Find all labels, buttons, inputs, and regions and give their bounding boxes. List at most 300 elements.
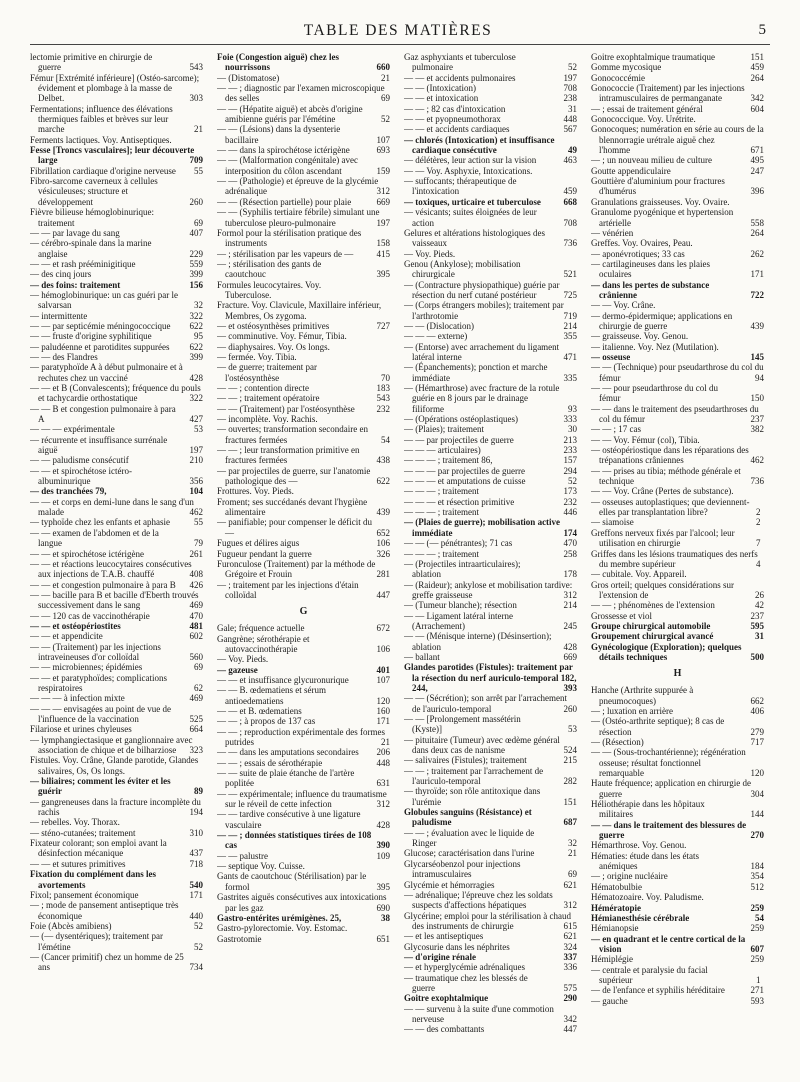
entry-page-number: 53 [194,424,203,435]
index-entry [30,662,203,672]
entry-text: — sténo-cutanées; traitement [30,827,136,838]
entry-page-number: 470 [563,538,577,549]
index-entry [404,197,577,207]
entry-page-number: 399 [189,269,203,280]
entry-text: — — des Flandres [30,351,98,362]
entry-text: Griffes dans les lésions traumatiques des nerfs du membre supérieur [591,548,758,569]
entry-page-number: 32 [568,838,577,849]
entry-page-number: 232 [563,496,577,507]
entry-page-number: 54 [381,434,390,445]
index-entry [217,176,390,197]
entry-text: — — [Prolongement massétérin (Kyste)] [404,714,521,735]
entry-page-number: 312 [563,900,577,911]
entry-text: — (Contracture physiopathique) guérie par résection du nerf cutané postérieur [404,279,560,300]
index-entry [217,634,390,655]
index-entry [591,778,764,799]
entry-text: — — pour pseudarthrose du col du fémur [591,383,718,404]
entry-page-number: 631 [376,778,390,789]
entry-text: Gonococcique. Voy. Urétrite. [591,114,696,125]
entry-text: — — ; reproduction expérimentale des formes putrides [217,726,385,747]
entry-page-number: 21 [381,72,390,83]
entry-page-number: 290 [563,993,577,1004]
entry-text: Gastro-entérites urémigènes. 25, [217,912,342,923]
entry-text: lectomie primitive en chirurgie de guerre [30,52,153,73]
index-entry [404,228,577,249]
entry-page-number: 94 [755,372,764,383]
entry-text: — — — par projectiles de guerre [404,465,525,476]
entry-text: — gangreneuses dans la fracture incomplète du rachis [30,796,201,818]
entry-text: — — (Hépatite aiguë) et abcès d'origine amibienne guéris par l'émétine [217,103,363,125]
running-title: TABLE DES MATIÈRES [303,22,493,39]
index-entry [30,497,203,518]
index-entry [30,549,203,559]
entry-page-number: 158 [376,238,390,249]
entry-text: — — Voy. Crâne (Pertes de substance). [591,486,734,497]
index-entry [591,820,764,841]
index-column [404,52,577,1072]
entry-page-number: 495 [750,155,764,166]
entry-text: — — — externe) [404,331,468,342]
entry-page-number: 55 [194,165,203,176]
entry-page-number: 21 [568,848,577,859]
index-entry [591,114,764,124]
entry-page-number: 652 [376,527,390,538]
entry-text: Fixol; pansement économique [30,889,139,900]
entry-page-number: 446 [563,507,577,518]
entry-page-number: 69 [194,662,203,673]
index-entry [217,342,390,352]
entry-page-number: 693 [376,145,390,156]
entry-text: — paratyphoïde A à début pulmonaire et à rechutes chez un vacciné [30,362,183,383]
entry-text: — — et rash prééminigitique [30,258,136,269]
entry-text: — traumatique chez les blessés de guerre [404,972,528,993]
entry-page-number: 604 [750,103,764,114]
entry-text: Gale; fréquence actuelle [217,623,305,634]
entry-page-number: 279 [750,726,764,737]
index-entry [217,789,390,810]
index-entry [217,197,390,207]
entry-text: — — ; essais de sérothérapie [217,757,323,768]
entry-page-number: 593 [750,995,764,1006]
index-entry [30,362,203,383]
entry-text: — — — et résection primitive [404,496,515,507]
index-entry [217,321,390,331]
entry-page-number: 197 [376,217,390,228]
entry-page-number: 322 [189,393,203,404]
index-entry [30,952,203,973]
entry-text: — — et paratyphoïdes; complications respiratoires [30,672,167,693]
index-entry [404,890,577,911]
entry-text: — ; mode de pansement antiseptique très économique [30,900,179,921]
entry-text: — de guerre; traitement par l'ostéosynthèse [217,362,317,383]
index-entry [30,559,203,580]
index-column [217,52,390,1072]
header-rule [30,44,770,45]
entry-text: Gonocoques; numération en série au cours de la blennorragie urétrale aiguë chez l'homme [591,124,764,156]
entry-text: — — Voy. Crâne. [591,300,656,311]
entry-text: — (Tumeur blanche); résection [404,600,517,611]
index-entry [217,83,390,104]
entry-text: — hémoglobinurique: un cas guéri par le salvarsan [30,289,178,311]
entry-page-number: 664 [189,724,203,735]
entry-text: — ; luxation en arrière [591,705,673,716]
index-entry [30,611,203,621]
entry-page-number: 52 [194,941,203,952]
entry-page-number: 31 [568,103,577,114]
entry-page-number: 52 [381,114,390,125]
index-entry [217,830,390,851]
entry-text: Hémiplégie [591,954,633,965]
index-entry [404,176,577,197]
entry-text: — (Plaies de guerre); mobilisation active immédiate [404,517,561,538]
entry-text: Foie (Congestion aiguë) chez les nourrissons [217,52,339,73]
entry-text: — — (Traitement) par l'ostéosynthèse [217,403,355,414]
entry-page-number: 259 [750,902,764,913]
entry-page-number: 669 [563,651,577,662]
index-entry [30,280,203,290]
entry-text: — et ostéosynthèses primitives [217,320,330,331]
entry-text: Glycosurie dans les néphrites [404,941,510,952]
entry-text: Glycarséobenzol pour injections intramusculaires [404,858,521,880]
index-entry [30,321,203,331]
entry-page-number: 229 [189,248,203,259]
index-entry [591,747,764,778]
entry-text: — centrale et paralysie du facial supérieur [591,964,708,985]
index-entry [217,352,390,362]
index-entry [217,923,390,933]
index-entry [30,921,203,931]
entry-text: Gaz asphyxiants et tuberculose pulmonaire [404,52,516,73]
entry-page-number: 471 [563,351,577,362]
entry-page-number: 709 [189,155,203,166]
index-entry [30,621,203,631]
entry-page-number: 407 [189,227,203,238]
entry-page-number: 1 [762,975,764,985]
index-entry [404,911,577,932]
entry-page-number: 337 [563,951,577,962]
entry-text: Greffons nerveux fixés par l'alcool; leur utilisation en chirurgie [591,527,735,549]
entry-text: — — et insuffisance glycuronurique [217,674,349,685]
entry-page-number: 157 [563,455,577,466]
entry-page-number: 621 [563,931,577,942]
index-entry [30,383,203,404]
entry-page-number: 396 [750,186,764,197]
entry-text: — lymphangiectasique et ganglionnaire avec association de chique et de bilharziose [30,734,193,756]
index-entry [591,249,764,259]
entry-page-number: 415 [376,248,390,259]
entry-page-number: 69 [381,93,390,104]
entry-text: — — ; traitement opératoire [217,393,320,404]
index-entry [217,517,390,538]
entry-page-number: 21 [194,124,203,135]
index-entry [591,342,764,352]
index-entry [404,497,577,507]
index-entry [404,611,577,632]
entry-page-number: 194 [189,807,203,818]
index-entry [30,631,203,641]
index-entry [30,331,203,341]
index-entry [404,93,577,103]
index-entry [591,737,764,747]
entry-text: — ballant [404,651,440,662]
index-entry [30,890,203,900]
entry-page-number: 95 [194,331,203,342]
entry-text: — — ; 82 cas d'intoxication [404,103,506,114]
entry-text: — — Voy. Asphyxie, Intoxications. [404,165,533,176]
index-entry [591,965,764,986]
index-entry [591,600,764,610]
index-entry [30,269,203,279]
entry-page-number: 144 [750,809,764,820]
index-entry [217,124,390,145]
entry-text: — (Entorse) avec arrachement du ligament latéral interne [404,341,560,362]
entry-text: — — — ; traitement 86, [404,455,493,466]
index-entry [217,228,390,249]
index-entry [591,207,764,228]
entry-page-number: 106 [376,643,390,654]
entry-text: — (Raideur); ankylose et mobilisation tardive: greffe graisseuse [404,579,573,600]
index-entry [217,207,390,228]
entry-text: — — dans le traitement des pseudarthroses du col du fémur [591,403,759,425]
entry-page-number: 390 [376,840,390,851]
entry-page-number: 324 [563,941,577,952]
index-entry [591,124,764,155]
entry-text: — ; un nouveau milieu de culture [591,155,712,166]
entry-text: — comminutive. Voy. Fémur, Tibia. [217,331,347,342]
entry-text: Filariose et urines chyleuses [30,724,132,735]
entry-text: — fermée. Voy. Tibia. [217,351,297,362]
entry-page-number: 151 [750,52,764,62]
entry-text: — — et sutures primitives [30,858,126,869]
index-entry [217,685,390,706]
entry-text: — — — expérimentale [30,424,115,435]
entry-text: — pituitaire (Tumeur) avec œdème général dans deux cas de nanisme [404,734,560,756]
index-entry [404,859,577,880]
entry-text: — — (Pathologie) et épreuve de la glycémie adrénalique [217,176,379,197]
index-entry [404,166,577,176]
entry-page-number: 355 [563,331,577,342]
entry-page-number: 237 [750,610,764,621]
index-entry [30,828,203,838]
index-entry [217,414,390,424]
entry-text: — siamoise [591,517,634,528]
index-entry [404,52,577,73]
index-entry [30,486,203,496]
entry-text: — intermittente [30,310,88,321]
entry-text: Foie (Abcès amibiens) [30,920,112,931]
index-entry [217,393,390,403]
entry-page-number: 215 [563,755,577,766]
entry-text: Grossesse et viol [591,610,652,621]
entry-text: — — expérimentale; influence du traumatisme sur le réveil de cette infection [217,788,387,810]
index-entry [217,300,390,321]
index-entry [30,590,203,611]
entry-text: — — (Sécrétion); son arrêt par l'arrachement de l'auriculo-temporal [404,693,568,714]
entry-page-number: 426 [189,579,203,590]
entry-page-number: 356 [189,476,203,487]
entry-text: — en quadrant et le centre cortical de la vision [591,933,746,954]
entry-page-number: 438 [376,455,390,466]
entry-text: Gonococcie (Traitement) par les injections intramusculaires de permanganate [591,83,745,104]
entry-text: Formules leucocytaires. Voy. Tuberculose. [217,279,322,300]
entry-page-number: 258 [563,548,577,559]
section-letter-heading: G [299,606,308,618]
entry-text: — — — ; traitement [404,548,479,559]
entry-page-number: 42 [755,600,764,611]
index-entry [217,675,390,685]
index-entry [591,83,764,104]
entry-text: — — B et congestion pulmonaire à para A [30,403,176,425]
entry-text: — — et pyopneumothorax [404,114,501,125]
index-entry [30,931,203,952]
entry-page-number: 615 [563,920,577,931]
entry-text: — de l'enfance et syphilis héréditaire [591,985,725,996]
index-entry [217,104,390,125]
index-entry [30,166,203,176]
entry-page-number: 395 [376,269,390,280]
entry-page-number: 395 [376,881,390,892]
index-entry [404,455,577,465]
entry-page-number: 304 [750,788,764,799]
entry-text: Goitre exophtalmique [404,993,489,1004]
index-entry [404,466,577,476]
index-entry [217,892,390,913]
index-entry [30,238,203,259]
entry-text: Hémianesthésie cérébrale [591,912,690,923]
index-entry [591,871,764,881]
entry-page-number: 30 [568,424,577,435]
index-entry [591,716,764,737]
index-entry [591,466,764,487]
entry-page-number: 607 [750,943,764,954]
entry-page-number: 52 [194,920,203,931]
index-entry [591,300,764,310]
index-entry [404,786,577,807]
entry-text: — suffocants; thérapeutique de l'intoxication [404,176,517,197]
entry-text: — (Projectiles intraarticulaires); ablation [404,558,521,580]
index-entry [404,507,577,517]
index-entry [591,913,764,923]
entry-text: Gastrites aiguës consécutives aux intoxications par les gaz [217,892,387,913]
entry-page-number: 271 [750,985,764,996]
index-entry [404,424,577,434]
index-entry [30,135,203,145]
index-entry [217,913,390,923]
entry-page-number: 448 [563,114,577,125]
entry-page-number: 312 [563,589,577,600]
entry-page-number: 261 [189,548,203,559]
index-entry [404,828,577,849]
index-entry [30,724,203,734]
index-entry [404,73,577,83]
index-entry [404,600,577,610]
index-entry [217,549,390,559]
index-entry [591,497,764,518]
entry-text: — — — envisagées au point de vue de l'influence de la vaccination [30,703,171,724]
index-entry [30,900,203,921]
entry-text: — typhoïde chez les enfants et aphasie [30,517,170,528]
entry-text: — — (Dislocation) [404,320,474,331]
entry-text: — (Hémarthrose) avec fracture de la rotule guérie en 8 jours par le drainage filiforme [404,383,560,414]
index-entry [404,517,577,538]
entry-page-number: 2 [762,517,764,527]
entry-text: — — fruste d'origine syphilitique [30,331,152,342]
entry-page-number: 651 [376,933,390,944]
entry-text: — italienne. Voy. Nez (Mutilation). [591,341,719,352]
entry-page-number: 52 [568,62,577,73]
entry-page-number: 197 [563,72,577,83]
index-entry [591,331,764,341]
entry-page-number: 708 [563,83,577,94]
entry-text: Groupement chirurgical avancé [591,631,714,642]
entry-page-number: 53 [568,724,577,735]
index-entry [591,404,764,425]
index-entry [591,954,764,964]
index-entry [591,197,764,207]
entry-text: — — Voy. Fémur (col), Tibia. [591,434,700,445]
entry-text: — gazeuse [217,664,258,675]
entry-text: — — — ; traitement [404,486,479,497]
entry-page-number: 672 [376,623,390,634]
entry-text: — d'origine rénale [404,951,476,962]
index-entry [404,280,577,301]
entry-text: — — dans la spirochétose ictérigène [217,145,350,156]
entry-text: — ouvertes; transformation secondaire en fractures fermées [217,424,368,445]
entry-page-number: 354 [750,871,764,882]
index-entry [217,424,390,445]
index-entry [30,207,203,228]
entry-text: Formol pour la stérilisation pratique des instruments [217,227,362,249]
index-entry [591,631,764,641]
index-entry [404,342,577,363]
index-entry [217,538,390,548]
index-entry [591,611,764,621]
index-entry [30,466,203,487]
entry-text: — par projectiles de guerre, sur l'anatomie pathologique des — [217,465,371,487]
index-entry [591,851,764,872]
entry-page-number: 727 [376,320,390,331]
index-columns [30,52,770,1072]
index-entry [30,642,203,663]
entry-text: — ; stérilisation des gants de caoutchouc [217,258,322,280]
entry-page-number: 540 [189,879,203,890]
entry-page-number: 69 [568,869,577,880]
index-entry [404,735,577,756]
index-entry [30,352,203,362]
entry-page-number: 543 [189,62,203,73]
entry-page-number: 342 [563,1013,577,1024]
entry-page-number: 260 [189,196,203,207]
entry-text: — biliaires; comment les éviter et les guérir [30,776,171,797]
index-entry [404,207,577,228]
entry-page-number: 595 [750,620,764,631]
entry-text: — chlorés (Intoxication) et insuffisance cardiaque consécutive [404,134,555,156]
entry-page-number: 32 [194,300,203,311]
index-entry [404,766,577,787]
entry-text: — — ; diagnostic par l'examen microscopique des selles [217,83,385,104]
entry-text: — — prises au tibia; méthode générale et technique [591,465,741,487]
entry-page-number: 107 [376,674,390,685]
entry-text: — — ; contention directe [217,383,309,393]
entry-page-number: 335 [563,372,577,383]
entry-page-number: 382 [750,424,764,435]
index-entry [217,861,390,871]
index-entry [404,124,577,134]
entry-text: Héliothérapie dans les hôpitaux militaires [591,799,705,820]
index-entry [217,809,390,830]
index-entry [591,311,764,332]
entry-text: — — et appendicite [30,631,103,642]
